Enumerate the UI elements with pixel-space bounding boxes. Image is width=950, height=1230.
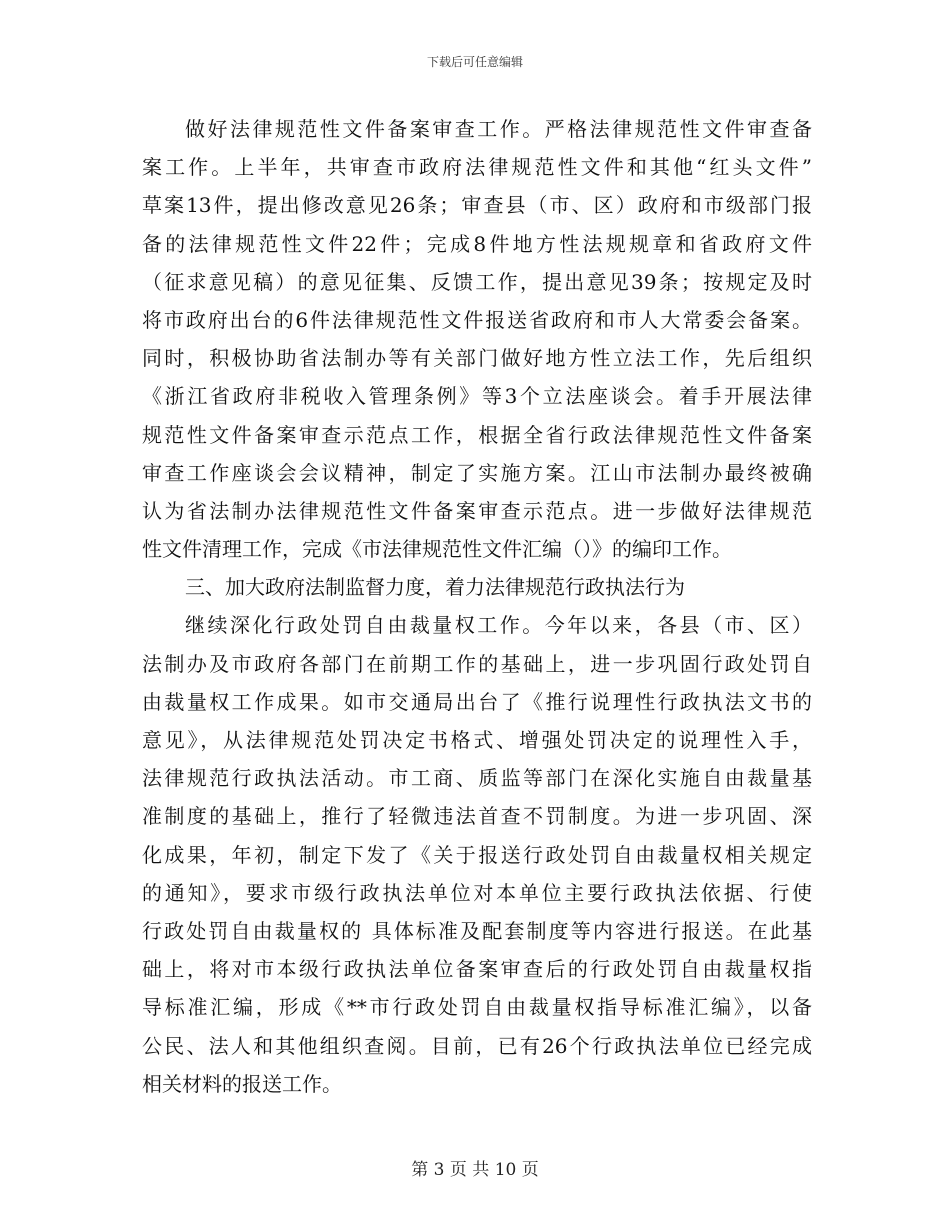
text-line: 意见》，从法律规范处罚决定书格式、增强处罚决定的说理性入手， [142,728,812,752]
text-line: 相关材料的报送工作。 [142,1071,342,1096]
document-body [142,110,812,1103]
text-line: 案工作。上半年，共审查市政府法律规范性文件和其他“红头文件” [142,155,812,180]
page-number: 第 3 页 共 10 页 [411,1160,539,1180]
text-line: 化成果，年初，制定下发了《关于报送行政处罚自由裁量权相关规定 [142,842,812,867]
text-line: 《浙江省政府非税收入管理条例》等3个立法座谈会。着手开展法律 [142,384,812,409]
text-line: 行政处罚自由裁量权的 具体标准及配套制度等内容进行报送。在此基 [142,918,812,943]
section-heading: 三、加大政府法制监督力度，着力法律规范行政执法行为 [185,575,685,600]
text-line: 由裁量权工作成果。如市交通局出台了《推行说理性行政执法文书的 [142,689,812,714]
text-line: 同时，积极协助省法制办等有关部门做好地方性立法工作，先后组织 [142,346,812,371]
text-line: 的通知》，要求市级行政执法单位对本单位主要行政执法依据、行使 [142,880,812,905]
text-line: 导标准汇编，形成《**市行政处罚自由裁量权指导标准汇编》，以备 [142,995,812,1020]
text-line: 法制办及市政府各部门在前期工作的基础上，进一步巩固行政处罚自 [142,651,812,676]
text-line: 继续深化行政处罚自由裁量权工作。今年以来，各县（市、区） [185,613,812,638]
text-line: 将市政府出台的6件法律规范性文件报送省政府和市人大常委会备案。 [142,307,812,332]
text-line: 公民、法人和其他组织查阅。目前，已有26个行政执法单位已经完成 [142,1033,812,1058]
text-line: 备的法律规范性文件22件；完成8件地方性法规规章和省政府文件 [142,231,812,256]
text-line: 认为省法制办法律规范性文件备案审查示范点。进一步做好法律规范 [142,498,812,523]
text-line: 法律规范行政执法活动。市工商、质监等部门在深化实施自由裁量基 [142,766,812,791]
text-line: （征求意见稿）的意见征集、反馈工作，提出意见39条；按规定及时 [142,269,812,294]
text-line: 做好法律规范性文件备案审查工作。严格法律规范性文件审查备 [185,117,812,141]
text-line: 规范性文件备案审查示范点工作，根据全省行政法律规范性文件备案 [142,422,812,447]
text-line: 审查工作座谈会会议精神，制定了实施方案。江山市法制办最终被确 [142,460,812,485]
page-header: 下载后可任意编辑 [426,55,523,69]
text-line: 性文件清理工作，完成《市法律规范性文件汇编（）》的编印工作。 [142,537,732,562]
text-line: 草案13件，提出修改意见26条；审查县（市、区）政府和市级部门报 [142,193,812,218]
text-line: 础上，将对市本级行政执法单位备案审查后的行政处罚自由裁量权指 [142,957,812,982]
text-line: 准制度的基础上，推行了轻微违法首查不罚制度。为进一步巩固、深 [142,804,812,829]
